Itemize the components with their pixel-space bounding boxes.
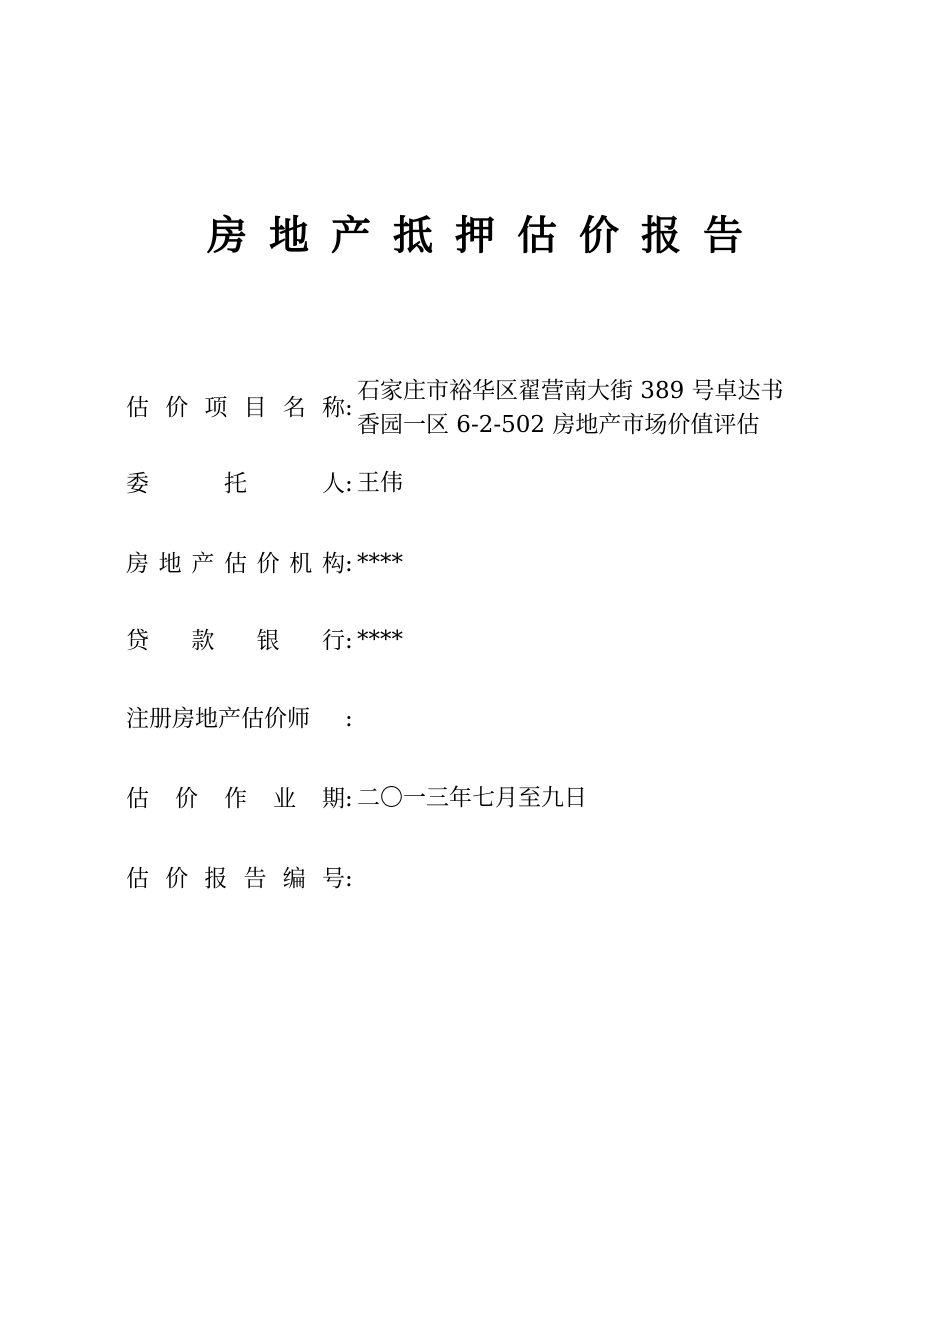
colon: :: [345, 706, 353, 732]
label-char: 估: [223, 551, 247, 577]
label-char: 地: [158, 551, 182, 577]
label-char: 作: [224, 786, 247, 812]
label-char: 估: [126, 395, 149, 421]
field-label-agency: [126, 546, 345, 582]
colon: :: [345, 628, 353, 654]
label-char: 告: [243, 866, 267, 892]
field-label-appraiser: 注册房地产估价师: [126, 706, 310, 732]
label-char: 称: [321, 395, 345, 421]
colon: :: [345, 551, 353, 577]
label-char: 名: [282, 395, 306, 421]
field-value-work-period: 二〇一三年七月至九日: [357, 785, 587, 811]
colon: :: [345, 866, 353, 892]
field-value-project-name: [357, 374, 846, 442]
label-char: 期: [322, 786, 345, 812]
label-char: 估: [126, 786, 149, 812]
project-name-line-2: 香园一区 6-2-502 房地产市场价值评估: [357, 412, 760, 438]
field-value-client: 王伟: [357, 470, 403, 496]
field-label-bank: [126, 623, 345, 659]
label-char: 目: [243, 395, 267, 421]
label-char: 估: [126, 866, 149, 892]
label-char: 款: [191, 628, 215, 654]
field-value-agency: ****: [357, 550, 403, 576]
label-char: 价: [165, 866, 189, 892]
label-char: 构: [321, 551, 345, 577]
label-char: 报: [204, 866, 228, 892]
label-char: 号: [321, 866, 345, 892]
colon: :: [345, 786, 353, 812]
colon: :: [345, 471, 353, 497]
label-char: 托: [224, 471, 247, 497]
field-project-name: [126, 374, 846, 442]
label-char: 价: [165, 395, 189, 421]
field-report-number: [126, 861, 846, 897]
field-label-project-name: [126, 390, 345, 426]
label-char: 机: [289, 551, 313, 577]
field-label-client: [126, 466, 345, 502]
field-bank: [126, 623, 846, 659]
colon: :: [345, 395, 353, 421]
field-label-work-period: [126, 781, 345, 817]
label-char: 银: [256, 628, 280, 654]
label-char: 价: [175, 786, 198, 812]
label-char: 委: [126, 471, 149, 497]
field-appraiser: [126, 701, 846, 737]
label-char: 房: [126, 551, 149, 577]
field-value-bank: ****: [357, 627, 403, 653]
field-label-report-number: [126, 861, 345, 897]
report-title: 房地产抵押估价报告: [207, 213, 765, 259]
label-char: 价: [256, 551, 280, 577]
label-char: 贷: [126, 628, 149, 654]
field-agency: [126, 546, 846, 582]
field-work-period: [126, 781, 846, 817]
label-char: 行: [321, 628, 345, 654]
label-char: 人: [322, 471, 345, 497]
field-client: [126, 466, 846, 502]
project-name-line-1: 石家庄市裕华区翟营南大街 389 号卓达书: [357, 378, 784, 404]
label-char: 业: [273, 786, 296, 812]
label-char: 产: [191, 551, 215, 577]
label-char: 项: [204, 395, 228, 421]
label-char: 编: [282, 866, 306, 892]
